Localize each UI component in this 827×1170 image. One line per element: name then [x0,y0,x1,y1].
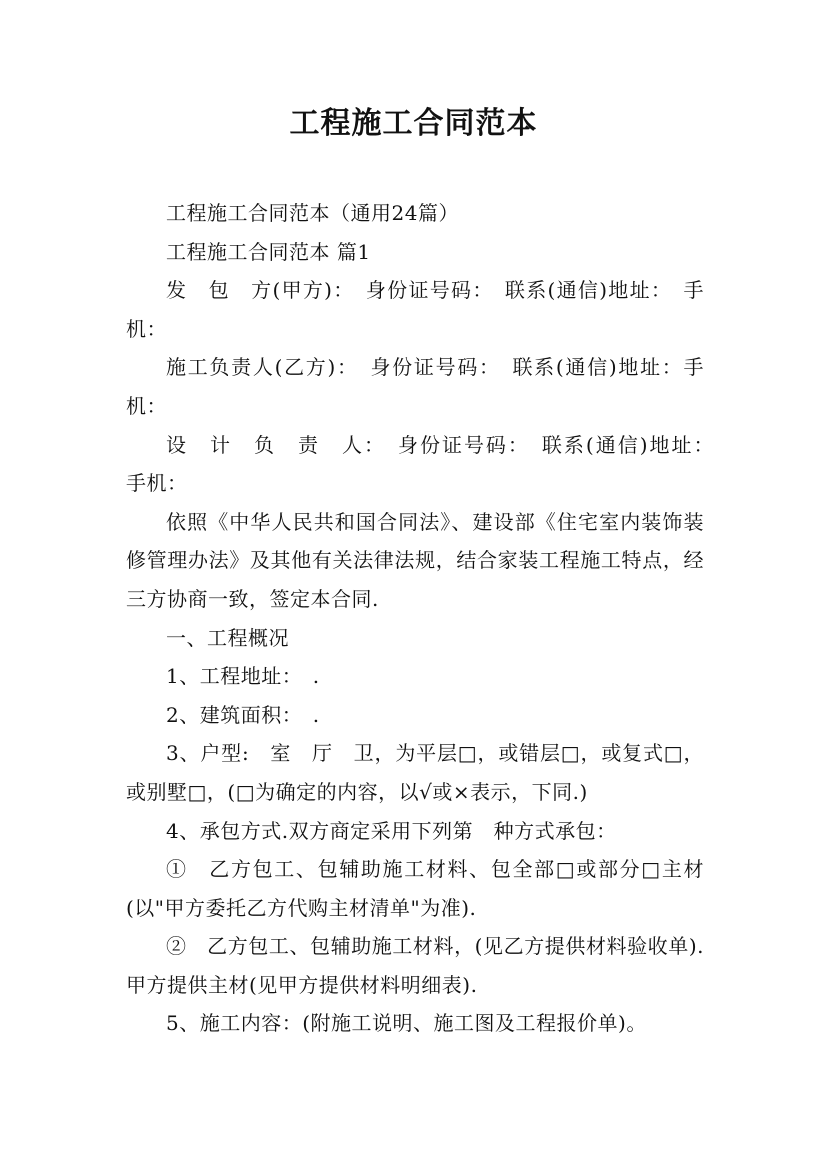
paragraph-section-title: 工程施工合同范本 篇1 [166,239,371,264]
item-building-area: 2、建筑面积： . [166,702,320,727]
paragraph-designer: 设 计 负 责 人： 身份证号码： 联系(通信)地址： 手机： [126,432,725,496]
item-house-type: 3、户型: 室 厅 卫，为平层□，或错层□，或复式□，或别墅□，(□为确定的内容，以√或×表示，下同.) [126,741,704,804]
option-one: ① 乙方包工、包辅助施工材料、包全部□或部分□主材(以"甲方委托乙方代购主材清单"为准). [126,857,704,920]
paragraph-party-b: 施工负责人(乙方)： 身份证号码： 联系(通信)地址：手机： [126,355,704,418]
item-project-address: 1、工程地址： . [166,664,320,689]
paragraph-basis: 依照《中华人民共和国合同法》、建设部《住宅室内装饰装修管理办法》及其他有关法律法规，结合家装工程施工特点，经三方协商一致，签定本合同. [126,509,704,611]
item-contract-method: 4、承包方式.双方商定采用下列第 种方式承包： [166,818,617,843]
document-title: 工程施工合同范本 [289,106,538,141]
paragraph-collection-title: 工程施工合同范本（通用24篇） [166,201,459,225]
item-construction-content: 5、施工内容：(附施工说明、施工图及工程报价单)。 [166,1011,647,1036]
document-body [126,194,725,1043]
paragraph-party-a: 发 包 方(甲方)： 身份证号码： 联系(通信)地址： 手机： [126,278,704,341]
heading-project-overview: 一、工程概况 [166,625,289,650]
option-two: ② 乙方包工、包辅助施工材料，(见乙方提供材料验收单).甲方提供主材(见甲方提供材料明细表). [126,934,704,997]
